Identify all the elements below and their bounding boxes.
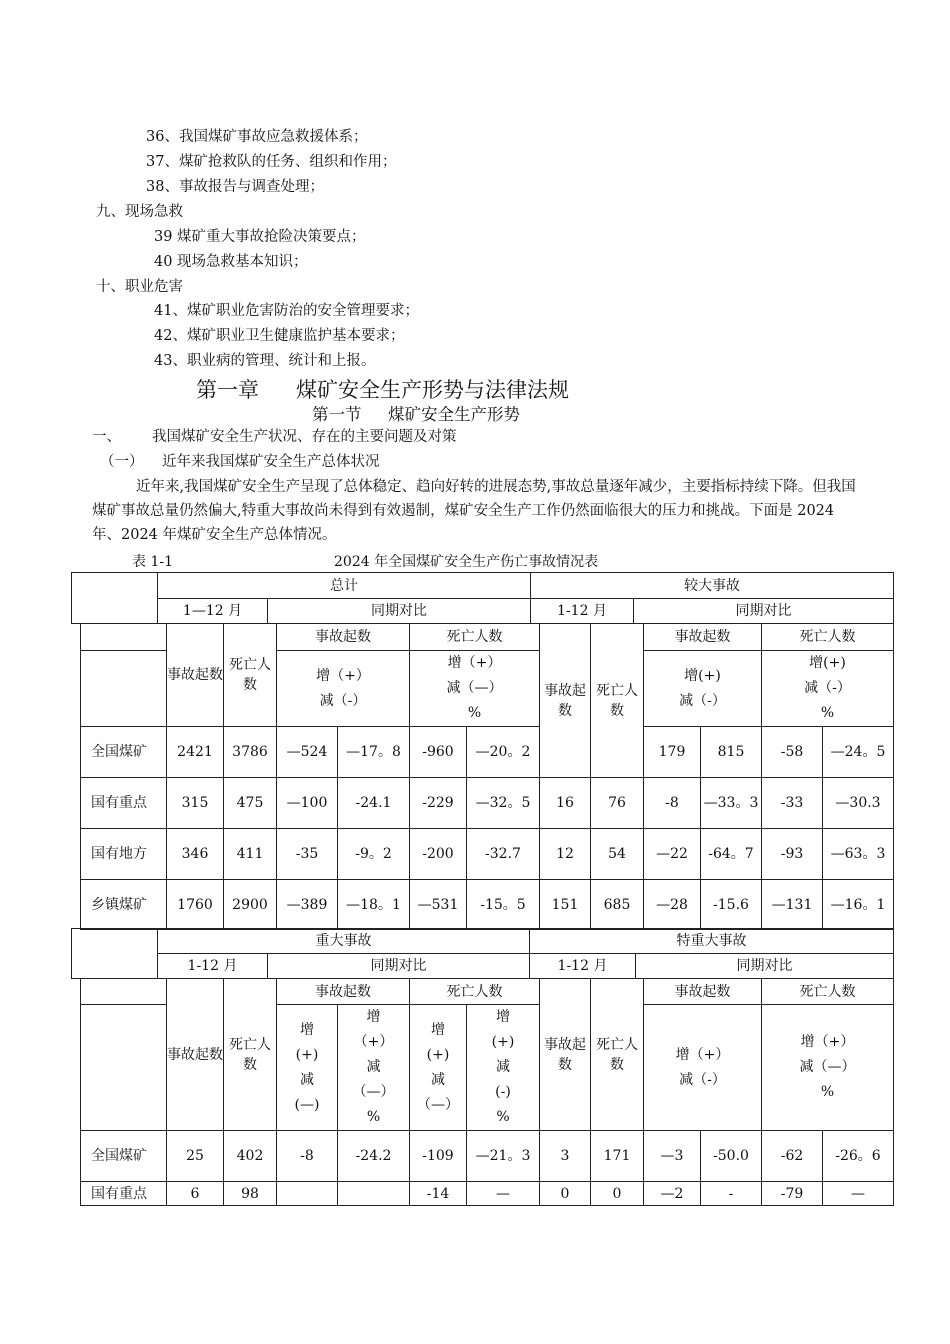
cell: 411 [224,829,277,880]
outline-item: 36、我国煤矿事故应急救援体系； [146,129,368,145]
cell: 3 [540,1131,591,1182]
increase-decrease-label: 增 (+) 减 (—) [277,1005,338,1131]
cell: —3 [644,1131,701,1182]
percent-label: % [820,705,835,721]
increase-decrease-label: 增（+） 减（—） % [762,1005,894,1131]
compare-header: 同期对比 [636,954,894,979]
group-header: 总计 [158,573,531,599]
table-caption-label: 表 1-1 [132,554,173,570]
increase-decrease-label: 增 (+) 减 （—） [410,1005,467,1131]
blank-cell [72,573,158,624]
cell: -33 [762,778,823,829]
cell: —18。1 [338,880,410,930]
cell: —2 [644,1182,701,1206]
cell: -200 [410,829,467,880]
period-header: 1-12 月 [531,599,634,624]
cell: -62 [762,1131,823,1182]
cell: 2421 [167,727,224,778]
chapter-title: 煤矿安全生产形势与法律法规 [296,378,569,402]
cell: —33。3 [701,778,762,829]
heading-number: 一、 [92,429,121,445]
outline-item: 42、煤矿职业卫生健康监护基本要求； [154,328,405,344]
period-header: 1—12 月 [158,599,268,624]
col-count-header: 事故起数 [540,979,591,1131]
subheading-text: 近年来我国煤矿安全生产总体状况 [162,454,380,470]
col-count-header: 事故起数 [167,624,224,727]
cell: -26。6 [823,1131,894,1182]
table-row [81,778,894,829]
row-label: 国有重点 [81,778,167,829]
cell: -8 [644,778,701,829]
outline-item: 38、事故报告与调查处理； [146,179,324,195]
cell: -15。5 [467,880,540,930]
increase-decrease-label: 增 （+） 减 （—） % [338,1005,410,1131]
subheading-number: （一） [100,454,144,470]
cell: 0 [591,1182,644,1206]
cell: - [701,1182,762,1206]
period-header: 1-12 月 [158,954,268,979]
cell: 402 [224,1131,277,1182]
count-change-header: 事故起数 [644,624,762,651]
col-deaths-header: 死亡人数 [224,624,277,727]
chapter-number: 第一章 [196,378,259,402]
cell [338,1182,410,1206]
compare-header: 同期对比 [634,599,894,624]
blank-cell [81,1005,167,1131]
increase-decrease-label: 增(+) 减（-） % [762,651,894,727]
cell: 1760 [167,880,224,930]
outline-item: 40 现场急救基本知识； [154,254,308,270]
blank-cell [72,929,158,979]
blank-cell [81,979,167,1005]
cell: 346 [167,829,224,880]
compare-header: 同期对比 [268,599,531,624]
deaths-change-header: 死亡人数 [410,979,540,1005]
cell: -229 [410,778,467,829]
cell: 16 [540,778,591,829]
table-row [81,829,894,880]
outline-section: 十、职业危害 [96,279,183,295]
percent-label: % [496,1109,510,1125]
row-label: 国有地方 [81,829,167,880]
cell: -58 [762,727,823,778]
col-deaths-header: 死亡人数 [224,979,277,1131]
increase-decrease-label: 增(+) 减（-） [644,651,762,727]
period-header: 1-12 月 [530,954,636,979]
row-label: 全国煤矿 [81,1131,167,1182]
section-number: 第一节 [312,405,362,424]
count-change-header: 事故起数 [277,979,410,1005]
cell: 685 [591,880,644,930]
cell: —30.3 [823,778,894,829]
table-row [81,727,894,778]
cell: -35 [277,829,338,880]
increase-decrease-label: 增（+） 减（-） [277,651,410,727]
cell: —21。3 [467,1131,540,1182]
cell: -15.6 [701,880,762,930]
cell: 2900 [224,880,277,930]
row-label: 乡镇煤矿 [81,880,167,930]
cell: -24.2 [338,1131,410,1182]
outline-item: 43、职业病的管理、统计和上报。 [154,353,376,369]
cell: —100 [277,778,338,829]
cell: 0 [540,1182,591,1206]
cell: 98 [224,1182,277,1206]
outline-section: 九、现场急救 [96,204,183,220]
cell: -64。7 [701,829,762,880]
percent-label: % [820,1084,835,1100]
compare-header: 同期对比 [268,954,530,979]
count-change-header: 事故起数 [644,979,762,1005]
cell: —17。8 [338,727,410,778]
cell: —32。5 [467,778,540,829]
cell: —63。3 [823,829,894,880]
outline-item: 41、煤矿职业危害防治的安全管理要求； [154,303,419,319]
row-label: 全国煤矿 [81,727,167,778]
table-row [81,1131,894,1182]
col-count-header: 事故起数 [540,624,591,778]
cell: -9。2 [338,829,410,880]
cell: -79 [762,1182,823,1206]
cell: —22 [644,829,701,880]
col-count-header: 事故起数 [167,979,224,1131]
cell: -14 [410,1182,467,1206]
cell: — [467,1182,540,1206]
cell: -24.1 [338,778,410,829]
col-deaths-header: 死亡人数 [591,624,644,778]
cell: 54 [591,829,644,880]
cell: 3786 [224,727,277,778]
cell: —28 [644,880,701,930]
count-change-header: 事故起数 [277,624,410,651]
cell: 179 [644,727,701,778]
deaths-change-header: 死亡人数 [762,624,894,651]
cell: 315 [167,778,224,829]
group-header: 特重大事故 [530,929,894,954]
row-label: 国有重点 [81,1182,167,1206]
percent-label: % [366,1109,381,1125]
cell: -32.7 [467,829,540,880]
cell: 815 [701,727,762,778]
deaths-change-header: 死亡人数 [762,979,894,1005]
cell: 171 [591,1131,644,1182]
cell: 12 [540,829,591,880]
cell [277,1182,338,1206]
table2-header-block [71,928,894,979]
group-header: 重大事故 [158,929,530,954]
body-paragraph: 近年来,我国煤矿安全生产呈现了总体稳定、趋向好转的进展态势,事故总量逐年减少，主要指标持续下降。但我国煤矿事故总量仍然偏大,特重大事故尚未得到有效遏制，煤矿安全生产工作仍然面临很大的压力和挑战。下面是 2024 年、2024 年煤矿安全生产总体情况。 [92,479,856,543]
cell: 6 [167,1182,224,1206]
deaths-change-header: 死亡人数 [410,624,540,651]
blank-cell [81,624,167,651]
blank-cell [81,651,167,727]
col-deaths-header: 死亡人数 [591,979,644,1131]
cell: —16。1 [823,880,894,930]
cell: 25 [167,1131,224,1182]
table-row [81,1182,894,1206]
increase-decrease-label: 增（+） 减（-） [644,1005,762,1131]
cell: —24。5 [823,727,894,778]
cell: 475 [224,778,277,829]
table2-main [80,978,894,1206]
cell: —131 [762,880,823,930]
increase-decrease-label: 增 (+) 减 (-) % [467,1005,540,1131]
cell: —524 [277,727,338,778]
cell: -8 [277,1131,338,1182]
cell: — [823,1182,894,1206]
increase-decrease-label: 增（+） 减（—） % [410,651,540,727]
heading-text: 我国煤矿安全生产状况、存在的主要问题及对策 [152,429,457,445]
table-caption-title: 2024 年全国煤矿安全生产伤亡事故情况表 [334,554,599,570]
table-row [81,880,894,930]
cell: 76 [591,778,644,829]
cell: -960 [410,727,467,778]
cell: —389 [277,880,338,930]
percent-label: % [467,705,482,721]
cell: -50.0 [701,1131,762,1182]
cell: —531 [410,880,467,930]
cell: -93 [762,829,823,880]
cell: —20。2 [467,727,540,778]
section-title: 煤矿安全生产形势 [388,405,520,424]
table1-header-block [71,572,894,624]
cell: 151 [540,880,591,930]
cell: -109 [410,1131,467,1182]
outline-item: 37、煤矿抢救队的任务、组织和作用； [146,154,397,170]
outline-item: 39 煤矿重大事故抢险决策要点； [154,229,366,245]
table1-main [80,623,894,930]
group-header: 较大事故 [531,573,894,599]
